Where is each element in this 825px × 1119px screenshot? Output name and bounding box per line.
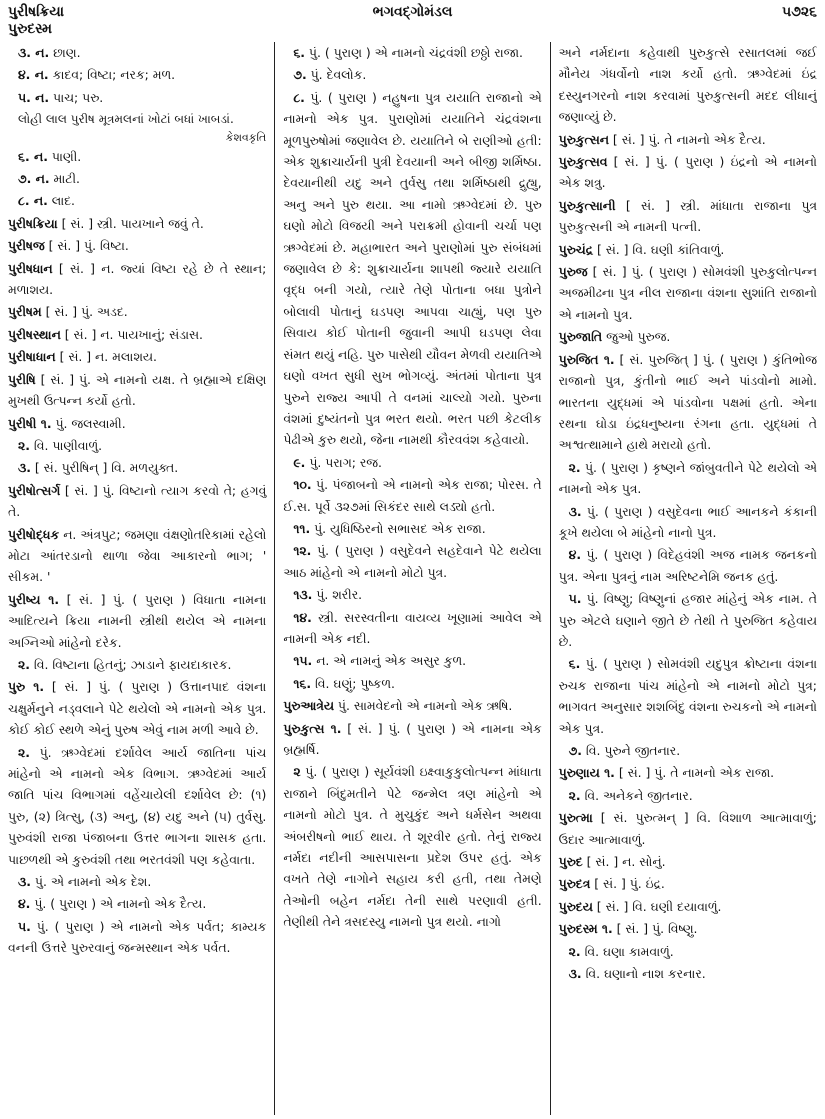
dictionary-entry [559, 129, 817, 150]
entry-sense [283, 64, 541, 85]
dictionary-entry [559, 762, 817, 783]
column-3 [550, 42, 817, 1115]
headword: પુરુત્મા [558, 810, 593, 826]
entry-sense [8, 146, 266, 167]
headword: પુરુચંદ્ર [558, 241, 594, 257]
sense-number: ૧૨. [293, 543, 312, 559]
headword: પુરીષી ૧. [8, 415, 52, 431]
entry-sense [8, 893, 266, 914]
sense-number: ૧૧. [293, 520, 311, 536]
headword: પુરુદસ્મ ૧. [558, 921, 613, 937]
dictionary-entry [283, 718, 541, 761]
headword: પુરુઆત્રેય [283, 698, 334, 714]
definition-text: [ સં. ] વિ. ઘણી દયાવાળું. [592, 898, 722, 914]
sense-number: ૩. [18, 460, 31, 476]
dictionary-entry [559, 261, 817, 325]
sense-number: ૪. [568, 547, 582, 563]
definition-text: વિ. વિષ્ટાના હિતનું; ઝાડાને ફાયદાકારક. [29, 656, 232, 672]
sense-number: ૧૪. [293, 609, 312, 625]
entry-sense [8, 109, 266, 144]
definition-text: પું. ( પુરાણ ) સૂર્યવંશી ઇક્ષ્વાકુકુલોત્પન્ન માંધાતા રાજાને બિંદુમતીને પેટે જન્મેલ ત્રણ માંહેનો એ નામનો મોટો પુત્ર. તે મુચુકુંદ અને ધર્મસેન અથવા અંબરીષનો ભાઈ થાય. તે શૂરવીર હતો. તેનું રાજ્ય નર્મદા નદીની આસપાસના પ્રદેશ ઉપર હતું. એક વખતે તેણે નાગોને સહાય કરી હતી, તથા તેમણે તેઓની બહેન નર્મદા તેની સાથે પરણાવી હતી. તેણીથી તેને ત્રસદસ્યુ નામનો પુત્ર થયો. નાગો [283, 764, 542, 930]
sense-number: ૬. ન. [18, 148, 48, 164]
definition-text: વિ. ઘણાનો નાશ કરનાર. [581, 966, 706, 982]
sense-number: ૭. [568, 743, 582, 758]
definition-text: [ સં. ] પું. ( પુરાણ ) સોમવંશી પુરુકુલોત્પન્ન અજમીઢના પુત્ર નીલ રાજાના વંશના સુશાંતિ રાજાનો એ નામનો પુત્ર. [558, 264, 817, 322]
entry-sense [283, 607, 541, 650]
sense-number: ૧૦. [293, 477, 312, 493]
dictionary-entry [559, 918, 817, 939]
entry-sense [8, 654, 266, 675]
definition-text: માટી. [49, 171, 80, 187]
headword: પુરુદત્ર [558, 876, 591, 892]
definition-text: ન. અંત્રપુટ; જમણા વંક્ષણોતરિકામાં રહેલો મોટા આંતરડાનો થાળા જેવા આકારનો ભાગ; ' સીકમ. ' [8, 526, 267, 585]
entry-sense [8, 42, 266, 63]
definition-text: [ સં. પુરીષિન્ ] વિ. મળયુક્ત. [30, 460, 179, 476]
dictionary-entry [8, 480, 266, 523]
sense-number: ૨. [18, 744, 30, 760]
headword: પુરુજિત ૧. [558, 351, 615, 367]
sense-number: ૧૫. [293, 653, 313, 669]
entry-sense [8, 435, 266, 456]
sense-number: ૮. ન. [18, 193, 48, 209]
dictionary-entry [8, 301, 266, 322]
column-2 [274, 42, 549, 1115]
headword: પુરીષમ [8, 304, 42, 320]
definition-text: [ સં. ] પું. ( પુરાણ ) ઉત્તાનપાદ વંશના ચક્ષુર્મનુને નડ્વલાને પેટે થયેલો એ નામનો એક પુત્ર. કોઈ કોઈ સ્થળે એનું પુરુષ એવું નામ મળી આવે છે. [8, 679, 267, 738]
entry-sense [559, 42, 817, 128]
sense-number: ૫. [568, 591, 582, 607]
entry-sense [8, 64, 266, 85]
sense-number: ૩. [18, 874, 31, 890]
definition-text: પાચ; પરુ. [49, 89, 104, 105]
sense-number: ૧૩. [293, 587, 313, 603]
sense-number: ૨. [18, 437, 30, 453]
definition-text: વિ. ઘણું; પુષ્કળ. [311, 675, 395, 691]
definition-text: પું. પંજાબનો એ નામનો એક રાજા; પોરસ. તે ઈ.સ. પૂર્વે ૩૨૭માં સિકંદર સાથે લડ્યો હતો. [283, 477, 542, 514]
sense-number: ૭. [293, 67, 307, 83]
definition-text: [ સં. ] સ્ત્રી. માંધાતા રાજાના પુત્ર પુરુકુત્સની એ નામની પત્ની. [558, 197, 817, 235]
entry-sense [559, 785, 817, 806]
headword: પુરીષ્ય ૧. [8, 591, 60, 607]
entry-sense [8, 916, 266, 959]
definition-text: [ સં. ] ન. મલાશય. [55, 349, 157, 365]
entry-sense [283, 761, 541, 932]
sense-number: ૨. [18, 656, 30, 672]
entry-sense [8, 457, 266, 478]
headword: પુરુદ [558, 854, 583, 870]
sense-number: ૬. [293, 45, 305, 60]
sense-number: ૬. [568, 656, 581, 672]
page-header [8, 4, 817, 38]
entry-sense [8, 87, 266, 108]
definition-text: [ સં. ] સ્ત્રી. પાયખાને જવું તે. [57, 215, 204, 231]
first-guide-word: પુરીષક્રિયા [8, 4, 65, 20]
definition-text: [ સં. ] પું. ( પુરાણ ) એ નામના એક બ્રહ્મર્ષિ. [283, 720, 542, 757]
definition-text: પું. ( પુરાણ ) વિદેહવંશી અજ નામક જનકનો પુત્ર. એના પુત્રનું નામ અરિષ્ટનેમિ જનક હતું. [558, 547, 817, 584]
headword: પુરીષક્રિયા [8, 215, 58, 231]
dictionary-entry [559, 326, 817, 347]
definition-text: પાણી. [47, 148, 82, 164]
entry-sense [283, 650, 541, 671]
sense-number: ૨. [568, 787, 581, 803]
sense-number: ૨. [568, 459, 581, 475]
dictionary-entry [559, 896, 817, 917]
dictionary-entry [559, 239, 817, 260]
entry-sense [8, 742, 266, 870]
entry-sense [559, 740, 817, 761]
sense-number: ૩. ન. [18, 45, 50, 60]
dictionary-entry [8, 346, 266, 367]
definition-text: [ સં. ] વિ. ઘણી કાંતિવાળું. [593, 241, 725, 257]
definition-text: છાણ. [49, 45, 81, 60]
definition-text: પું. ( પુરાણ ) વસુદેવને સહદેવાને પેટે થયેલા આઠ માંહેનો એ નામનો મોટો પુત્ર. [283, 543, 542, 580]
definition-text: પું. ( પુરાણ ) સોમવંશી યદુપુત્ર ક્રોષ્ટાના વંશના રુચક રાજાના પાંચ માંહેનો એ નામનો મોટો પુત્ર; ભાગવત અનુસાર શશબિંદુ વંશના રુચકનો એ નામનો એક પુત્ર. [558, 656, 817, 736]
definition-text: પું. ( પુરાણ ) એ નામનો ચંદ્રવંશી છઠ્ઠો રાજા. [304, 45, 523, 60]
definition-text: કાદવ; વિષ્ટા; નરક; મળ. [48, 67, 176, 83]
headword: પુરીષસ્થાન [8, 326, 61, 342]
headword: પુરીષોદ્ધક [8, 526, 60, 542]
headword: પુરુજાતિ [558, 329, 603, 345]
entry-sense [8, 871, 266, 892]
headword: પુરુકુત્સવ [558, 154, 608, 170]
definition-text: વિ. પાણીવાળું. [29, 437, 103, 453]
definition-text: વિ. પુરુને જીતનાર. [581, 743, 681, 758]
sense-number: ૮. [293, 89, 305, 105]
definition-text: [ સં. પુરુત્મન્ ] વિ. વિશાળ આત્માવાળું; ઉદાર આત્માવાળું. [558, 810, 817, 847]
sense-number: ૫. [18, 918, 31, 934]
definition-text: [ સં. ] પું. અડદ. [41, 304, 128, 320]
entry-sense [559, 653, 817, 739]
sense-number: ૯. [293, 454, 306, 470]
entry-sense [283, 87, 541, 451]
definition-text: પું. જલસ્વામી. [51, 415, 126, 431]
definition-text: પું. યુધિષ્ઠિરનો સભાસદ એક રાજા. [310, 520, 486, 536]
definition-text: [ સં. ] પું. ( પુરાણ ) ઇંદ્રનો એ નામનો એક શત્રુ. [558, 154, 817, 191]
definition-text: પું. ( પુરાણ ) વસુદેવના ભાઈ આનકને કંકાની કૂખે થયેલા બે માંહેનો નાનો પુત્ર. [558, 503, 817, 540]
column-1 [8, 42, 274, 1115]
headword: પુરુકુત્સ ૧. [283, 720, 342, 736]
entry-sense [8, 168, 266, 189]
entry-sense [8, 190, 266, 211]
entry-sense [283, 518, 541, 539]
dictionary-entry [8, 324, 266, 345]
dictionary-entry [8, 413, 266, 434]
definition-text: સ્ત્રી. સરસ્વતીના વાયવ્ય ખૂણામાં આવેલ એ નામની એક નદી. [283, 609, 542, 646]
definition-text: [ સં. ] ન. પાયખાનું; સંડાસ. [60, 326, 203, 342]
sense-number: ૧૬. [293, 675, 312, 691]
dictionary-entry [8, 213, 266, 234]
dictionary-entry [559, 873, 817, 894]
definition-text: અને નર્મદાના કહેવાથી પુરુકુત્સે રસાતલમાં જઈ મૌનેય ગંધર્વોનો નાશ કર્યો હતો. ઋગ્વેદમાં ઇંદ્ર દસ્યુનગરનો નાશ કરવામાં પુરુકુત્સની મદદ લીધાનું જણાવ્યું છે. [558, 45, 817, 125]
definition-text: [ સં. ] પું. તે નામનો એક રાજા. [614, 765, 775, 781]
definition-text: [ સં. ] પું. તે નામનો એક દૈત્ય. [608, 131, 766, 147]
entry-sense [283, 540, 541, 583]
sense-number: ૪. [18, 896, 31, 912]
headword: પુરીષાધાન [8, 349, 56, 365]
headword: પુરુકુત્સાની [558, 197, 616, 213]
definition-text: લોહી લાલ પુરીષ મૂત્રમલનાં ખોટાં બધાં ખાબડાં. [18, 112, 234, 127]
sense-number: ૪. ન. [18, 67, 49, 83]
sense-number: ૨ [293, 764, 301, 780]
definition-text: પું. ( પુરાણ ) એ નામનો એક પર્વત; કામ્યક વનની ઉત્તરે પુરુરવાનું જન્મસ્થાન એક પર્વત. [8, 918, 267, 956]
last-guide-word: પુરુદસ્મ [8, 21, 52, 37]
dictionary-entry [559, 807, 817, 850]
entry-sense [559, 544, 817, 587]
definition-text: ન. એ નામનું એક અસુર કુળ. [312, 653, 467, 669]
definition-text: [ સં. પુરુજિત્ ] પું. ( પુરાણ ) કુંતિભોજ રાજાનો પુત્ર, કુંતીનો ભાઈ અને પાંડવોનો મામો. ભારતના યુદ્ધમાં એ પાંડવોના પક્ષમાં હતો. એના રથના ઘોડા ઇંદ્રધનુષ્યના રંગના હતા. યુદ્ધમાં તે અશ્વત્થામાને હાથે મરાયો હતો. [558, 351, 817, 453]
definition-text: પું. સામવેદનો એ નામનો એક ઋષિ. [333, 698, 513, 714]
dictionary-entry [8, 524, 266, 588]
definition-text: [ સં. ] પું. ઇંદ્ર. [590, 876, 665, 892]
definition-text: પું. ( પુરાણ ) એ નામનો એક દૈત્ય. [30, 896, 207, 912]
entry-sense [559, 501, 817, 544]
headword: પુરીષોત્સર્ગ [8, 482, 61, 498]
entry-sense [559, 457, 817, 500]
definition-text: [ સં. ] પું. વિષ્ટા. [44, 238, 129, 254]
entry-sense [559, 941, 817, 962]
definition-text: [ સં. ] પું. વિષ્ણુ. [612, 921, 698, 937]
definition-text: પું. પરાગ; રજ. [305, 454, 382, 470]
quote-source: કેશવકૃતિ [225, 130, 267, 144]
sense-number: ૩. [568, 966, 582, 982]
entry-sense [559, 963, 817, 984]
entry-sense [559, 588, 817, 652]
definition-text: જુઓ પુરુજ. [602, 329, 671, 345]
entry-sense [283, 584, 541, 605]
dictionary-entry [8, 235, 266, 256]
dictionary-entry [559, 195, 817, 238]
dictionary-title: ભગવદ્ગોમંડલ [372, 4, 453, 20]
definition-text: પું. દેવલોક. [306, 67, 367, 83]
headword: પુરુ ૧. [8, 679, 45, 695]
headword: પુરુકુત્સન [558, 131, 609, 147]
sense-number: ૩. [568, 503, 582, 519]
entry-sense [283, 474, 541, 517]
sense-number: ૭. ન. [18, 171, 50, 187]
headword: પુરુજ [558, 264, 588, 280]
definition-text: પું. ઋગ્વેદમાં દર્શાવેલ આર્ય જાતિના પાંચ માંહેનો એ નામનો એક વિભાગ. ઋગ્વેદમાં આર્ય જાતિ પાંચ વિભાગમાં વહેંચાયેલી દર્શાવેલ છે: (૧) પુરુ, (૨) ત્રિત્સુ, (૩) અનુ, (૪) યદુ અને (૫) તુર્વસુ. પુરુવંશી રાજા પંજાબના ઉત્તર ભાગના શાસક હતા. પાછળથી એ કુરુવંશી તથા ભરતવંશી પણ કહેવાતા. [8, 744, 267, 867]
headword: પુરુણાય ૧. [558, 765, 615, 781]
entry-sense [283, 42, 541, 63]
dictionary-entry [8, 676, 266, 740]
headword: પુરીષજ [8, 238, 45, 254]
entry-sense [283, 452, 541, 473]
dictionary-entry [559, 349, 817, 456]
definition-text: પું. ( પુરાણ ) કૃષ્ણને જાંબુવતીને પેટે થયેલો એ નામનો એક પુત્ર. [558, 459, 817, 497]
dictionary-entry [8, 369, 266, 412]
definition-text: [ સં. ] ન. સોનું. [582, 854, 666, 870]
definition-text: [ સં. ] ન. જ્યાં વિષ્ટા રહે છે તે સ્થાન; મળાશય. [8, 260, 267, 298]
definition-text: વિ. અનેકને જીતનાર. [580, 787, 693, 803]
dictionary-entry [8, 589, 266, 653]
dictionary-columns [8, 42, 817, 1115]
definition-text: પું. ( પુરાણ ) નહુષના પુત્ર યયાતિ રાજાનો એ નામનો એક પુત્ર. પુરાણોમાં યયાતિને ચંદ્રવંશના મૂળપુરુષોમાં જણાવેલ છે. યયાતિને બે રાણીઓ હતી: એક શુક્રાચાર્યની પુત્રી દેવયાની અને બીજી શર્મિષ્ઠા. દેવયાનીથી યદુ અને તુર્વસુ તથા શર્મિષ્ઠાથી દ્રુહ્યુ, અનુ અને પુરુ થયા. આ નામો ઋગ્વેદમાં છે. પુરુ ઘણો મોટો વિજયી અને પરાક્રમી હોવાની ચર્ચા પણ ઋગ્વેદમાં છે. મહાભારત અને પુરાણોમાં પુરુ સંબંધમાં જણાવેલ છે કે: શુક્રાચાર્યના શાપથી જ્યારે યયાતિ વૃદ્ધ બની ગયો, ત્યારે તેણે પોતાના બધા પુત્રોને બોલાવી પોતાનું ઘડપણ આપવા ચાહ્યું, પણ પુરુ સિવાય કોઈ પોતાની જુવાની આપી ઘડપણ લેવા સંમત થયું નહિ. પુરુ પાસેથી યૌવન મેળવી યયાતિએ ઘણો વખત સુધી સુખ ભોગવ્યું. અંતમાં પોતાના પુત્ર પુરુને રાજ્ય આપી તે વનમાં ચાલ્યો ગયો. પુરુના વંશમાં દુષ્યંતનો પુત્ર ભરત થયો. ભરત પછી કેટલીક પેઢીએ કુરુ થયો, જેના નામથી કૌરવવંશ કહેવાયો. [283, 89, 542, 448]
dictionary-entry [559, 851, 817, 872]
definition-text: લાદ. [47, 193, 75, 209]
definition-text: પું. વિષ્ણુ; વિષ્ણુનાં હજાર માંહેનું એક નામ. તે પુરુ એટલે ઘણાને જીતે છે તેથી તે પુરુજિત કહેવાય છે. [558, 591, 817, 649]
entry-sense [283, 673, 541, 694]
sense-number: ૨. [568, 943, 581, 959]
sense-number: ૫. ન. [18, 89, 50, 105]
page-number: ૫૭૨૬ [782, 4, 817, 20]
dictionary-entry [559, 151, 817, 194]
dictionary-entry [8, 258, 266, 301]
headword: પુરીષધાન [8, 260, 53, 276]
headword: પુરુદય [558, 898, 593, 914]
definition-text: વિ. ઘણા કામવાળું. [580, 943, 674, 959]
definition-text: [ સં. ] પું. ( પુરાણ ) વિધાતા નામના આદિત્યને ક્રિયા નામની સ્ત્રીથી થયેલ એ નામના અગ્નિઓ માંહેનો દરેક. [8, 591, 267, 650]
headword: પુરીષિ [8, 371, 36, 387]
definition-text: પું. શરીર. [312, 587, 363, 603]
definition-text: પું. એ નામનો એક દેશ. [30, 874, 152, 890]
definition-text: [ સં. ] પું. વિષ્ટાનો ત્યાગ કરવો તે; હગવું તે. [8, 482, 267, 520]
dictionary-entry [283, 695, 541, 716]
definition-text: [ સં. ] પું. એ નામનો યક્ષ. તે બ્રહ્માએ દક્ષિણ મુખથી ઉત્પન્ન કર્યો હતો. [8, 371, 267, 409]
